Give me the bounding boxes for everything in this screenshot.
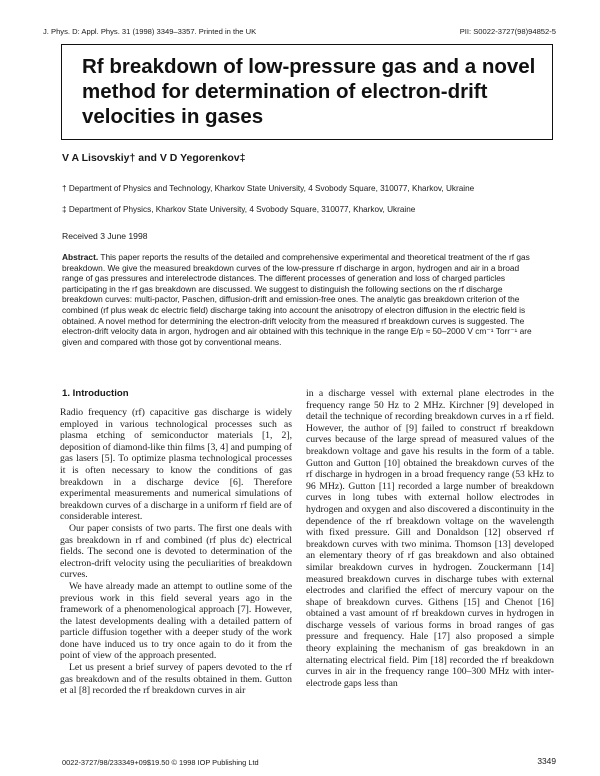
abstract — [62, 252, 542, 347]
copyright-line: 0022-3727/98/233349+09$19.50 © 1998 IOP Publishing Ltd — [62, 758, 259, 767]
right-column — [306, 388, 554, 689]
paragraph: Radio frequency (rf) capacitive gas discharge is widely employed in various technological processes such as plasma etching of semiconductor materials [1, 2], deposition of diamond-like thin films [3, 4] and pumping of gas lasers [5]. To optimize plasma technological processes it is often necessary to know the conditions of gas breakdown in a discharge device [6]. Therefore experimental measurements and numerical simulations of breakdown curves of a discharge in a uniform rf field are of considerable interest. — [60, 407, 292, 523]
paragraph: in a discharge vessel with external plane electrodes in the frequency range 50 Hz to 2 MHz. Kirchner [9] developed in detail the technique of recording breakdown curves in a rf field. However, the author of [9] failed to construct rf breakdown curves because of the large spread of measured values of the breakdown voltage and gave his results in the form of a table. Gutton and Gutton [10] obtained the breakdown curves of the rf discharge in hydrogen in a broad frequency range (53 kHz to 96 MHz). Gutton [11] recorded a large number of breakdown curves in long tubes with external hollow electrodes in hydrogen and oxygen and also discovered a discontinuity in the dependence of the rf breakdown voltage on the wavelength with fixed pressure. Gill and Donaldson [12] observed rf breakdown curves with two minima. Thomson [13] developed an elementary theory of rf gas breakdown and also obtained similar breakdown curves in hydrogen. Zouckermann [14] measured breakdown curves in discharge tubes with external electrodes and clarified the effect of mercury vapour on the shape of breakdown curves. Githens [15] and Chenot [16] obtained a vast amount of rf breakdown curves in hydrogen in discharge vessels of various forms in broad ranges of gas pressure and frequency. Hale [17] also proposed a simple theory explaining the mechanism of gas breakdown in an alternating electrical field. Pim [18] recorded the rf breakdown curves in air in the frequency range 100–300 MHz with inter-electrode gaps less than — [306, 388, 554, 689]
paper-title: Rf breakdown of low-pressure gas and a novel method for determination of electron-drift velocities in gases — [82, 55, 536, 128]
paragraph: Let us present a brief survey of papers devoted to the rf gas breakdown and of the results obtained in them. Gutton et al [8] recorded the rf breakdown curves in air — [60, 662, 292, 697]
title-box — [61, 44, 553, 140]
journal-citation: J. Phys. D: Appl. Phys. 31 (1998) 3349–3357. Printed in the UK — [43, 27, 257, 36]
abstract-label: Abstract. — [62, 252, 99, 262]
affiliation-2: ‡ Department of Physics, Kharkov State University, 4 Svobody Square, 310077, Kharkov, Ukraine — [62, 205, 416, 214]
paragraph: We have already made an attempt to outline some of the previous work in this field several years ago in the framework of a phenomenological approach [7]. However, the latest developments dealing with a detailed pattern of particle diffusion together with a deeper study of the work done have induced us to try once again to do it from the point of view of the approach presented. — [60, 580, 292, 662]
pii-identifier: PII: S0022-3727(98)94852-5 — [459, 27, 556, 36]
abstract-text: This paper reports the results of the detailed and comprehensive experimental and theoretical treatment of the rf gas breakdown. We give the measured breakdown curves of the low-pressure rf discharge in argon, hydrogen and air in a broad range of gas pressures and interelectrode distances. The different processes of generation and loss of charged particles participating in the rf gas breakdown are discussed. We suggest to distinguish the following sections on the rf discharge breakdown curves: multi-pactor, Paschen, diffusion-drift and emission-free ones. The analytic gas breakdown criterion of the combined (rf plus weak dc electric field) discharge taking into account the anisotropy of electron diffusion in the electric field is obtained. A novel method for determining the electron-drift velocity from the measured rf breakdown curves is suggested. The electron-drift velocity data in argon, hydrogen and air obtained with this technique in the range E/p ≈ 50–2000 V cm⁻¹ Torr⁻¹ are given and compared with those got by conventional means. — [62, 252, 532, 347]
section-heading: 1. Introduction — [62, 388, 129, 399]
authors: V A Lisovskiy† and V D Yegorenkov‡ — [62, 152, 246, 164]
received-date: Received 3 June 1998 — [62, 231, 148, 241]
affiliation-1: † Department of Physics and Technology, Kharkov State University, 4 Svobody Square, 310077, Kharkov, Ukraine — [62, 184, 475, 193]
page-number: 3349 — [537, 756, 556, 766]
left-column — [60, 407, 292, 697]
paragraph: Our paper consists of two parts. The first one deals with gas breakdown in rf and combined (rf plus dc) electrical fields. The second one is devoted to determination of the electron-drift velocity using the peculiarities of breakdown curves. — [60, 522, 292, 581]
